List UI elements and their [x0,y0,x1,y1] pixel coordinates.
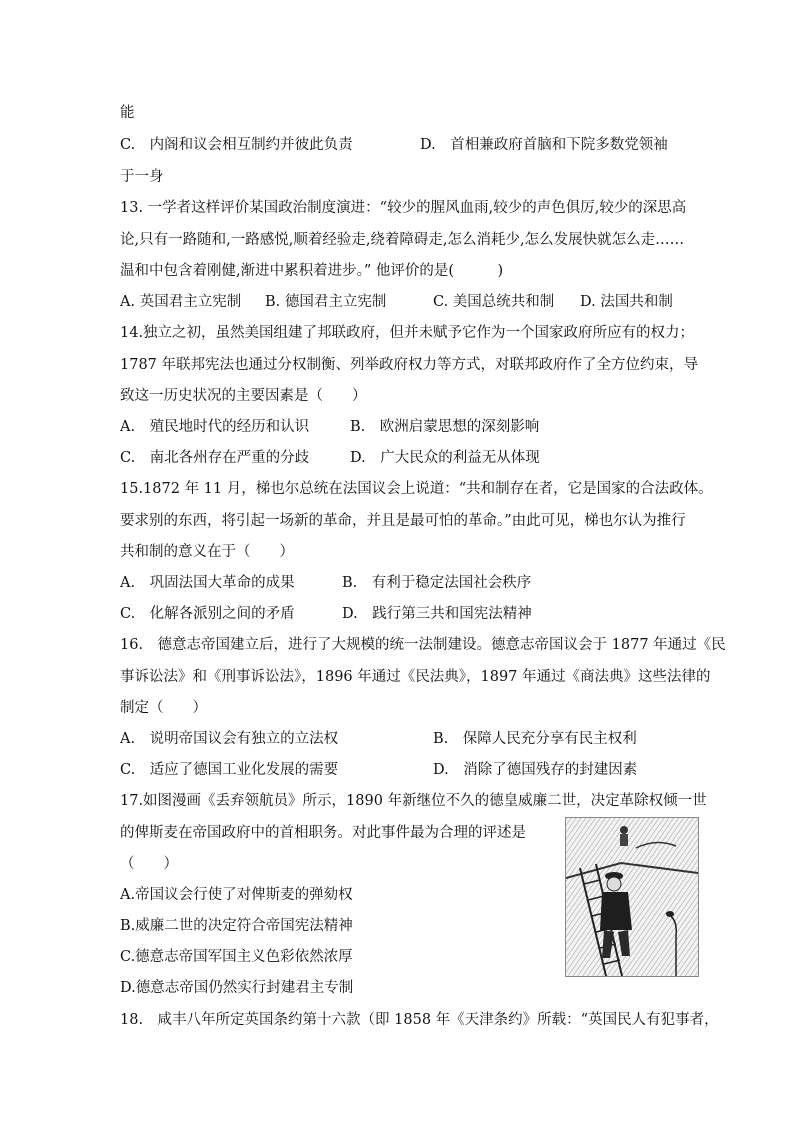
q15-option-b: B. 有利于稳定法国社会秩序 [342,575,532,591]
q13-stem-line-3: 温和中包含着刚健,渐进中累积着进步。” 他评价的是( ) [120,263,504,279]
q13-option-a: A. 英国君主立宪制 [120,294,242,310]
q17-stem-line-2: 的俾斯麦在帝国政府中的首相职务。对此事件最为合理的评述是 [120,825,526,841]
q13-option-b: B. 德国君主立宪制 [265,294,387,310]
q14-option-d: D. 广大民众的利益无从体现 [350,450,540,466]
q16-stem-line-1: 16. 德意志帝国建立后，进行了大规模的统一法制建设。德意志帝国议会于 1877 年通过《民 [120,637,726,653]
q16-option-d: D. 消除了德国残存的封建因素 [433,762,638,778]
q17-option-c: C.德意志帝国军国主义色彩依然浓厚 [120,949,353,965]
q13-stem-line-2: 论,只有一路随和,一路感悦,顺着经验走,绕着障碍走,怎么消耗少,怎么发展快就怎么走…… [120,232,685,248]
q17-stem-line-1: 17.如图漫画《丢弃领航员》所示，1890 年新继位不久的德皇威廉二世，决定革除权倾一世 [120,793,707,809]
q16-option-c: C. 适应了德国工业化发展的需要 [120,762,339,778]
q13-option-d: D. 法国共和制 [580,294,673,310]
q12-option-c: C. 内阁和议会相互制约并彼此负责 [120,137,353,153]
q14-option-c: C. 南北各州存在严重的分歧 [120,450,310,466]
q13-option-c: C. 美国总统共和制 [433,294,555,310]
q15-stem-line-2: 要求别的东西，将引起一场新的革命，并且是最可怕的革命。”由此可见，梯也尔认为推行 [120,513,686,529]
q15-stem-line-3: 共和制的意义在于（ ） [120,544,294,560]
q17-option-d: D.德意志帝国仍然实行封建君主专制 [120,980,354,996]
q13-stem-line-1: 13. 一学者这样评价某国政治制度演进：“较少的腥风血雨,较少的声色俱厉,较少的深思高 [120,200,687,216]
q14-stem-line-1: 14.独立之初，虽然美国组建了邦联政府，但并未赋予它作为一个国家政府所应有的权力； [120,325,695,341]
q15-option-a: A. 巩固法国大革命的成果 [120,575,295,591]
q12-line-tail: 能 [120,105,135,121]
q14-stem-line-3: 致这一历史状况的主要因素是（ ） [120,388,367,404]
q12-option-d-cont: 于一身 [120,169,164,185]
q14-option-a: A. 殖民地时代的经历和认识 [120,419,310,435]
q14-stem-line-2: 1787 年联邦宪法也通过分权制衡、列举政府权力等方式，对联邦政府作了全方位约束，导 [120,357,699,373]
q17-option-a: A.帝国议会行使了对俾斯麦的弹劾权 [120,887,353,903]
dropping-the-pilot-cartoon [565,817,699,977]
q15-stem-line-1: 15.1872 年 11 月，梯也尔总统在法国议会上说道：“共和制存在者，它是国家的合法政体。 [120,481,713,497]
q17-option-b: B.威廉二世的决定符合帝国宪法精神 [120,918,353,934]
q16-stem-line-3: 制定（ ） [120,700,207,716]
cartoon-illustration [566,818,698,976]
q16-stem-line-2: 事诉讼法》和《刑事诉讼法》，1896 年通过《民法典》，1897 年通过《商法典》这些法律的 [120,669,711,685]
q12-option-d: D. 首相兼政府首脑和下院多数党领袖 [420,137,668,153]
q16-option-b: B. 保障人民充分享有民主权利 [433,731,637,747]
q15-option-c: C. 化解各派别之间的矛盾 [120,606,295,622]
q16-option-a: A. 说明帝国议会有独立的立法权 [120,731,339,747]
q17-stem-line-3: （ ） [120,856,178,872]
q18-stem-line-1: 18. 咸丰八年所定英国条约第十六款（即 1858 年《天津条约》所载：“英国民人有犯事者， [120,1012,719,1028]
q15-option-d: D. 践行第三共和国宪法精神 [342,606,532,622]
q14-option-b: B. 欧洲启蒙思想的深刻影响 [350,419,540,435]
